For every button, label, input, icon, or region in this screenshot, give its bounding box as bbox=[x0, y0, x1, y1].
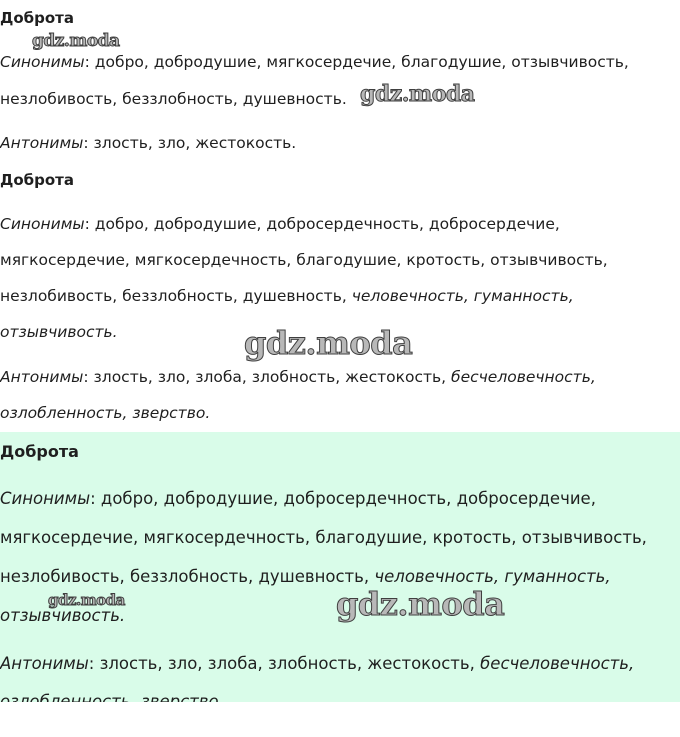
block1-synonyms-text: : добро, добродушие, мягкосердечие, благодушие, отзывчивость, bbox=[84, 53, 629, 71]
block3-title: Доброта bbox=[0, 442, 79, 461]
block2-synonyms-line3 bbox=[0, 287, 574, 305]
watermark-small-1: gdz.moda bbox=[32, 31, 120, 51]
watermark-large-1: gdz.moda bbox=[244, 324, 413, 362]
block1-title: Доброта bbox=[0, 9, 74, 27]
block3-synonyms-line3-italic: человечность, гуманность, bbox=[374, 567, 611, 586]
block1-antonyms-label: Антонимы bbox=[0, 134, 84, 152]
block2-synonyms-label: Синонимы bbox=[0, 215, 85, 233]
block1-synonyms-label: Синонимы bbox=[0, 53, 85, 71]
block1-antonyms-line bbox=[0, 134, 296, 152]
block3-antonyms-italic1: бесчеловечность, bbox=[480, 654, 635, 673]
block2-synonyms-line3-plain: незлобивость, беззлобность, душевность, bbox=[0, 287, 352, 305]
block1-synonyms-line2: незлобивость, беззлобность, душевность. bbox=[0, 90, 347, 108]
block3-synonyms-line1 bbox=[0, 489, 596, 508]
block2-synonyms-text: : добро, добродушие, добросердечность, добросердечие, bbox=[84, 215, 560, 233]
block2-title: Доброта bbox=[0, 171, 74, 189]
block3-antonyms-label: Антонимы bbox=[0, 654, 89, 673]
cropped-bottom-area bbox=[0, 702, 680, 737]
block3-synonyms-line3 bbox=[0, 567, 611, 586]
block3-antonyms-plain: : злость, зло, злоба, злобность, жестокость, bbox=[88, 654, 481, 673]
block3-synonyms-text: : добро, добродушие, добросердечность, добросердечие, bbox=[90, 489, 596, 508]
block2-synonyms-line2: мягкосердечие, мягкосердечность, благодушие, кротость, отзывчивость, bbox=[0, 251, 608, 269]
block1-antonyms-text: : злость, зло, жестокость. bbox=[83, 134, 297, 152]
block2-synonyms-line4: отзывчивость. bbox=[0, 323, 118, 341]
block3-antonyms-line1 bbox=[0, 654, 634, 673]
block2-antonyms-line2: озлобленность, зверство. bbox=[0, 404, 211, 422]
watermark-medium: gdz.moda bbox=[360, 81, 475, 107]
watermark-small-2: gdz.moda bbox=[48, 591, 125, 609]
block3-synonyms-line2: мягкосердечие, мягкосердечность, благодушие, кротость, отзывчивость, bbox=[0, 528, 647, 547]
block3-synonyms-label: Синонимы bbox=[0, 489, 91, 508]
watermark-large-2: gdz.moda bbox=[336, 585, 505, 623]
block3-synonyms-line3-plain: незлобивость, беззлобность, душевность, bbox=[0, 567, 375, 586]
block2-synonyms-line1 bbox=[0, 215, 560, 233]
block2-antonyms-line1 bbox=[0, 368, 596, 386]
block2-antonyms-italic1: бесчеловечность, bbox=[451, 368, 596, 386]
block2-synonyms-line3-italic: человечность, гуманность, bbox=[351, 287, 574, 305]
block1-synonyms-line1 bbox=[0, 53, 629, 71]
block2-antonyms-plain: : злость, зло, злоба, злобность, жестокость, bbox=[83, 368, 452, 386]
block2-antonyms-label: Антонимы bbox=[0, 368, 84, 386]
block3-synonyms-line4: отзывчивость. bbox=[0, 606, 126, 625]
